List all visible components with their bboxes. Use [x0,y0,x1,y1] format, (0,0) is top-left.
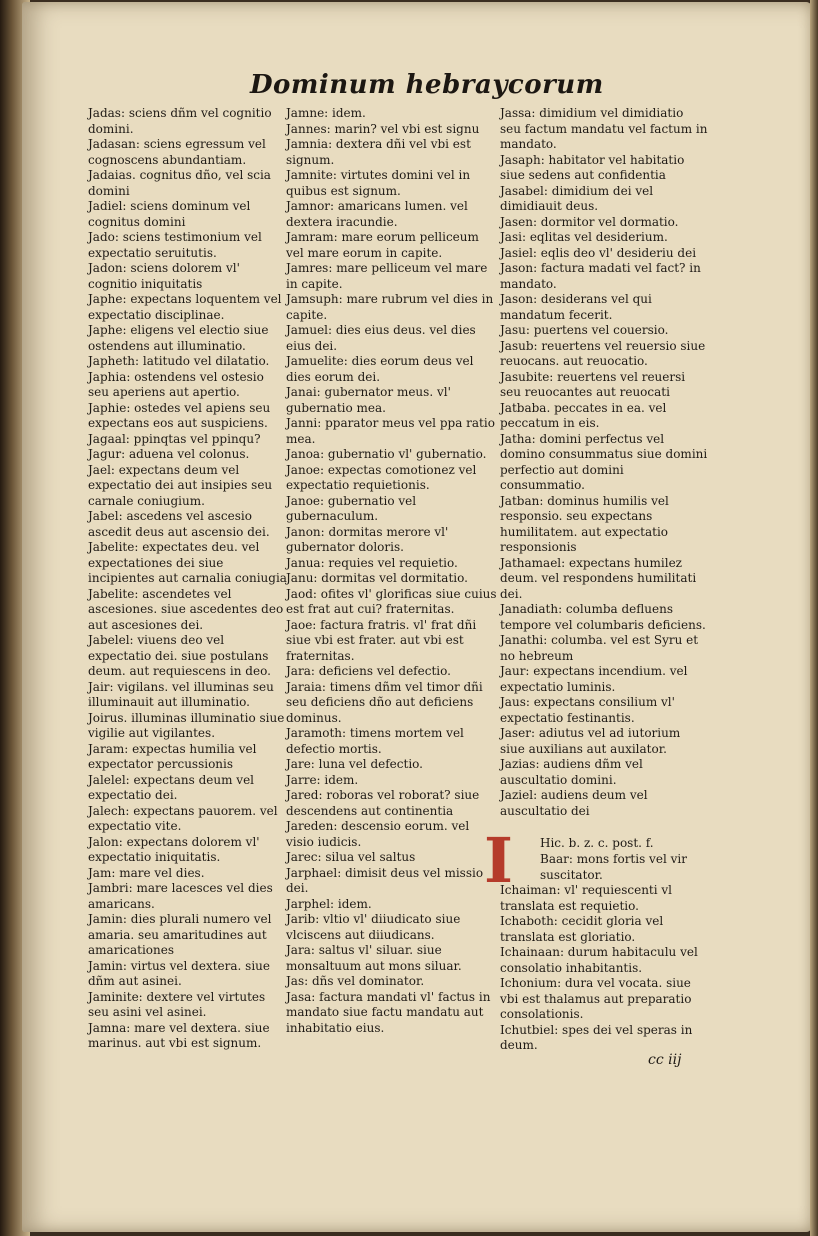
dictionary-entry: Jarec: silua vel saltus [286,850,416,864]
dictionary-entry: Jalon: expectans dolorem vl' expectatio iniquitatis. [88,834,260,864]
dictionary-entry: Joirus. illuminas illuminatio siue vigilie aut vigilantes. [88,710,285,740]
dictionary-entry: Janni: pparator meus vel ppa ratio mea. [286,416,495,446]
dictionary-entry: Jaziel: audiens deum vel auscultatio dei [500,788,648,818]
dictionary-entry: Jaoe: factura fratris. vl' frat dñi siue vbi est frater. aut vbi est fraternitas. [286,617,477,663]
dictionary-entry: Jadasan: sciens egressum vel cognoscens abundantiam. [88,137,266,167]
dictionary-entry: Janadiath: columba defluens tempore vel columbaris deficiens. [500,602,706,632]
dictionary-entry: Jatbaba. peccates in ea. vel peccatum in eis. [500,400,667,430]
dictionary-entry: Jam: mare vel dies. [88,865,205,880]
dictionary-entry: Jasiel: eqlis deo vl' desideriu dei [500,245,697,260]
dictionary-entry: Jamna: mare vel dextera. siue marinus. aut vbi est signum. [88,1020,270,1050]
dictionary-entry: Jadaias. cognitus dño, vel scia domini [88,168,271,198]
dictionary-entry: Janua: requies vel requietio. [286,555,458,570]
dictionary-entry: Jared: roboras vel roborat? siue descendens aut continentia [286,788,480,818]
column-right-continued [500,883,708,1054]
dictionary-entry: Jannes: marin? vel vbi est signu [286,121,480,136]
section-first-entry: Baar: mons fortis vel vir suscitator. [540,852,687,882]
dictionary-entry: Jamnite: virtutes domini vel in quibus est signum. [286,168,471,198]
dictionary-entry: Janoe: expectas comotionez vel expectatio requietionis. [286,462,477,492]
dictionary-entry: Jas: dñs vel dominator. [286,974,425,988]
running-header: Dominum hebraycorum [250,70,604,100]
dictionary-entry: Jaraia: timens dñm vel timor dñi seu deficiens dño aut deficiens dominus. [286,679,483,725]
dictionary-entry: Jalech: expectans pauorem. vel expectatio vite. [88,803,278,833]
dictionary-entry: Jara: deficiens vel defectio. [286,664,451,678]
dictionary-entry: Jasub: reuertens vel reuersio siue reuocans. aut reuocatio. [500,338,706,368]
dictionary-entry: Jamres: mare pelliceum vel mare in capite. [286,261,488,291]
dictionary-entry: Jabel: ascedens vel ascesio ascedit deus aut ascensio dei. [88,509,270,539]
dictionary-entry: Jazias: audiens dñm vel auscultatio domini. [500,757,643,787]
dictionary-entry: Ichutbiel: spes dei vel speras in deum. [500,1022,693,1052]
dictionary-entry: Jabelite: expectates deu. vel expectationes dei siue incipientes aut carnalia coniugia [88,540,287,585]
dictionary-entry: Jamram: mare eorum pelliceum vel mare eorum in capite. [286,230,479,260]
dictionary-entry: Jason: desiderans vel qui mandatum fecerit. [500,292,652,322]
dictionary-entry: Jarre: idem. [286,772,359,787]
dictionary-entry: Jagur: aduena vel colonus. [88,447,250,461]
dictionary-entry: Jalelel: expectans deum vel expectatio dei. [88,772,255,802]
red-initial: I [484,824,514,897]
dictionary-entry: Jason: factura madati vel fact? in mandato. [500,261,701,291]
dictionary-entry: Jaram: expectas humilia vel expectator percussionis [88,741,257,771]
dictionary-entry: Jagaal: ppinqtas vel ppinqu? [88,431,261,446]
dictionary-entry: Ichaboth: cecidit gloria vel translata est gloriatio. [500,914,664,944]
dictionary-entry: Japhia: ostendens vel ostesio seu aperiens aut apertio. [88,369,264,399]
dictionary-entry: Jambri: mare lacesces vel dies amaricans. [88,881,273,911]
dictionary-entry: Jasaph: habitator vel habitatio siue sedens aut confidentia [500,152,685,182]
dictionary-entry: Jaod: ofites vl' glorificas siue cuius est frat aut cui? fraternitas. [286,586,497,616]
column-middle [286,106,498,1036]
dictionary-entry: Jarphel: idem. [286,896,372,911]
section-heading: Hic. b. z. c. post. f. [540,836,654,850]
dictionary-entry: Jamuel: dies eius deus. vel dies eius dei. [286,323,476,353]
dictionary-entry: Jael: expectans deum vel expectatio dei aut insipies seu carnale coniugium. [88,462,273,508]
dictionary-entry: Jathamael: expectans humilez deum. vel respondens humilitati dei. [500,555,697,601]
dictionary-entry: Jaur: expectans incendium. vel expectatio luminis. [500,664,688,694]
dictionary-entry: Jado: sciens testimonium vel expectatio seruitutis. [88,230,262,260]
dictionary-entry: Jamsuph: mare rubrum vel dies in capite. [286,292,494,322]
dictionary-entry: Jadon: sciens dolorem vl' cognitio iniquitatis [88,261,240,291]
dictionary-entry: Jasabel: dimidium dei vel dimidiauit deus. [500,183,654,213]
dictionary-entry: Jamnia: dextera dñi vel vbi est signum. [286,137,471,167]
dictionary-entry: Jabelite: ascendetes vel ascesiones. siue ascedentes deo aut ascesiones dei. [88,586,284,632]
dictionary-entry: Ichonium: dura vel vocata. siue vbi est thalamus aut preparatio consolationis. [500,976,692,1021]
dictionary-entry: Jarphael: dimisit deus vel missio dei. [286,865,484,895]
page-edge [810,0,818,1236]
dictionary-entry: Janai: gubernator meus. vl' gubernatio mea. [286,385,451,415]
dictionary-entry: Jasu: puertens vel couersio. [500,323,669,337]
dictionary-entry: Japhie: ostedes vel apiens seu expectans eos aut suspiciens. [88,400,271,430]
dictionary-entry: Japhe: expectans loquentem vel expectatio disciplinae. [88,292,282,322]
dictionary-entry: Jatban: dominus humilis vel responsio. seu expectans humilitatem. aut expectatio responsionis [500,493,669,554]
dictionary-entry: Janu: dormitas vel dormitatio. [286,571,468,585]
dictionary-entry: Janathi: columba. vel est Syru et no hebreum [500,633,699,663]
dictionary-entry: Jamin: dies plurali numero vel amaria. seu amaritudines aut amaricationes [88,912,272,957]
dictionary-entry: Jamnor: amaricans lumen. vel dextera iracundie. [286,199,468,229]
dictionary-entry: Jaser: adiutus vel ad iutorium siue auxilians aut auxilator. [500,726,681,756]
dictionary-entry: Jareden: descensio eorum. vel visio iudicis. [286,819,470,849]
dictionary-entry: Janoe: gubernatio vel gubernaculum. [286,493,417,523]
dictionary-entry: Ichaiman: vl' requiescenti vl translata est requietio. [500,883,673,913]
dictionary-entry: Jasubite: reuertens vel reuersi seu reuocantes aut reuocati [500,369,686,399]
dictionary-entry: Jamin: virtus vel dextera. siue dñm aut asinei. [88,958,270,988]
dictionary-entry: Jaramoth: timens mortem vel defectio mortis. [286,726,464,756]
folio-number: cc iij [648,1052,682,1068]
dictionary-entry: Jair: vigilans. vel illuminas seu illuminauit aut illuminatio. [88,679,274,709]
dictionary-entry: Japhe: eligens vel electio siue ostendens aut illuminatio. [88,323,269,353]
dictionary-entry: Jasi: eqlitas vel desiderium. [500,230,668,244]
dictionary-entry: Jabelel: viuens deo vel expectatio dei. siue postulans deum. aut requiescens in deo. [88,633,271,678]
dictionary-entry: Jasa: factura mandati vl' factus in mandato siue factu mandatu aut inhabitatio eius. [286,989,491,1035]
dictionary-entry: Jaminite: dextere vel virtutes seu asini vel asinei. [88,989,266,1019]
dictionary-entry: Jamuelite: dies eorum deus vel dies eorum dei. [286,354,474,384]
dictionary-entry: Jasen: dormitor vel dormatio. [500,214,679,229]
dictionary-entry: Jaus: expectans consilium vl' expectatio festinantis. [500,695,675,725]
dictionary-entry: Japheth: latitudo vel dilatatio. [88,354,270,368]
column-left [88,106,288,1052]
column-right [500,106,708,819]
dictionary-entry: Jadas: sciens dñm vel cognitio domini. [88,106,272,136]
dictionary-entry: Jara: saltus vl' siluar. siue monsaltuum aut mons siluar. [286,943,462,973]
dictionary-entry: Jamne: idem. [286,106,366,120]
dictionary-entry: Jare: luna vel defectio. [286,757,423,771]
dictionary-entry: Jassa: dimidium vel dimidiatio seu factum mandatu vel factum in mandato. [500,106,708,151]
dictionary-entry: Jadiel: sciens dominum vel cognitus domini [88,199,251,229]
dictionary-entry: Jarib: vltio vl' diiudicato siue vlciscens aut diiudicans. [286,912,461,942]
dictionary-entry: Ichainaan: durum habitaculu vel consolatio inhabitantis. [500,945,698,975]
dictionary-entry: Janoa: gubernatio vl' gubernatio. [286,447,487,461]
dictionary-entry: Janon: dormitas merore vl' gubernator doloris. [286,524,449,554]
dictionary-entry: Jatha: domini perfectus vel domino consummatus siue domini perfectio aut domini consummatio. [500,431,708,492]
